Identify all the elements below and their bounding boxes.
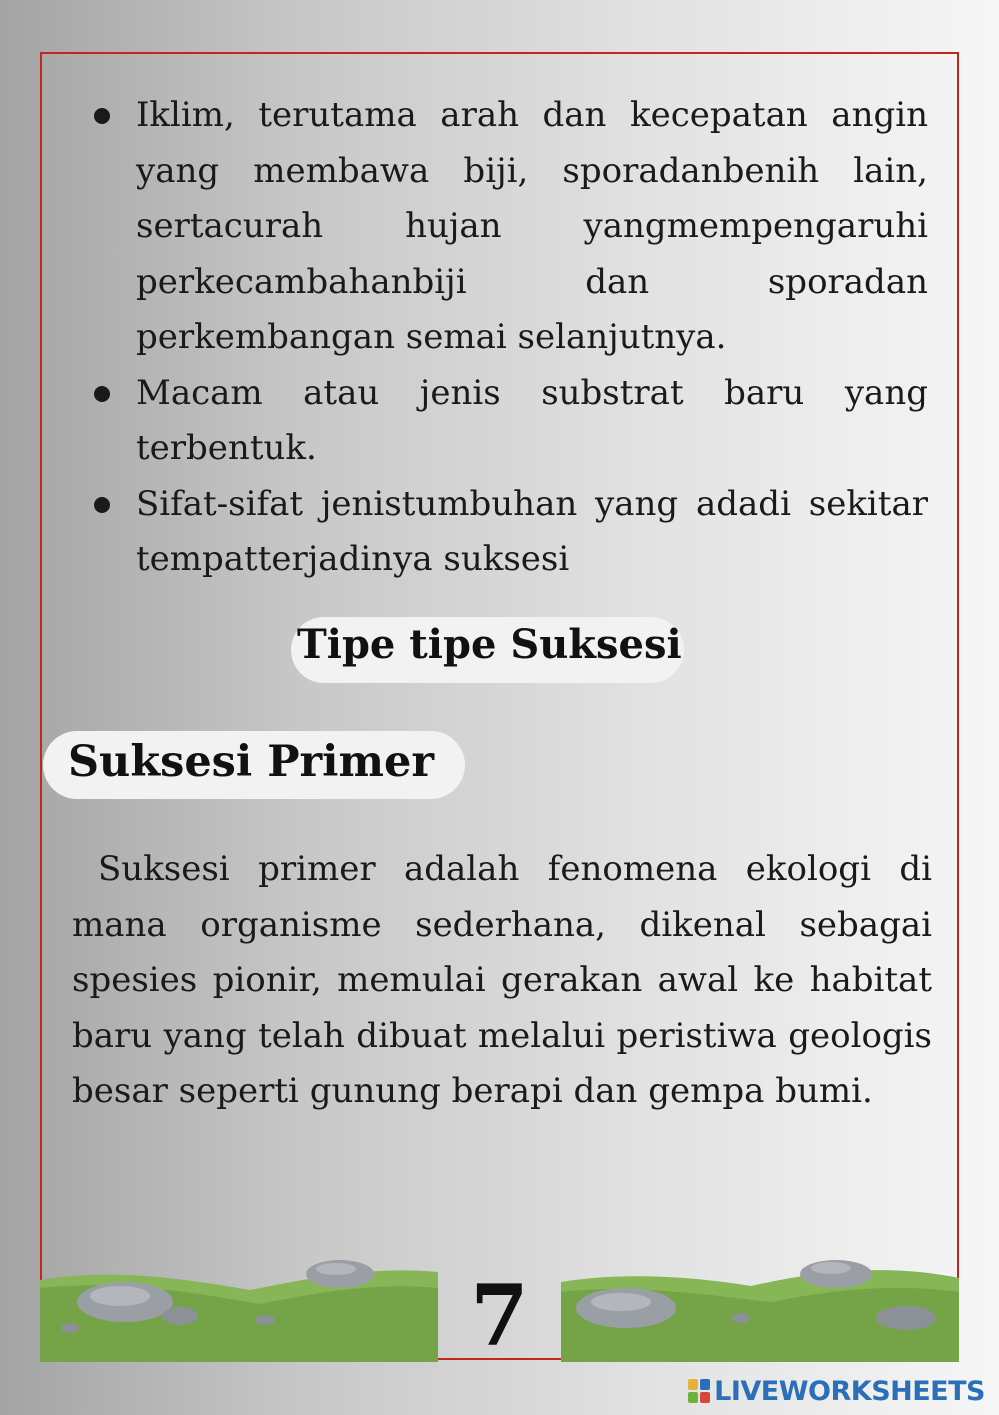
watermark-text: LIVEWORKSHEETS bbox=[714, 1375, 985, 1407]
liveworksheets-logo-icon bbox=[688, 1379, 710, 1403]
definition-paragraph: Suksesi primer adalah fenomena ekologi di mana organisme sederhana, dikenal sebagai spesies pionir, memulai gerakan awal ke habitat baru yang telah dibuat melalui peristiwa geologis besar seperti gunung berapi dan gempa bumi. bbox=[72, 849, 932, 1111]
factor-bullet-list bbox=[90, 88, 928, 588]
subsection-title: Suksesi Primer bbox=[43, 731, 465, 799]
bullet-dot-icon bbox=[94, 386, 110, 402]
hills-rocks-illustration bbox=[40, 1258, 438, 1362]
liveworksheets-watermark bbox=[688, 1376, 985, 1406]
hills-rocks-illustration bbox=[561, 1258, 959, 1362]
bullet-text: Macam atau jenis substrat baru yang terbentuk. bbox=[136, 372, 928, 468]
bullet-dot-icon bbox=[94, 108, 110, 124]
bullet-text: Iklim, terutama arah dan kecepatan angin yang membawa biji, sporadanbenih lain, sertacurah hujan yangmempengaruhi perkecambahanbiji dan sporadan perkembangan semai selanjutnya. bbox=[136, 95, 928, 357]
list-item bbox=[90, 88, 928, 366]
page-number: 7 bbox=[470, 1266, 529, 1365]
list-item bbox=[90, 477, 928, 588]
section-title: Tipe tipe Suksesi bbox=[291, 617, 684, 683]
bullet-text: Sifat-sifat jenistumbuhan yang adadi sekitar tempatterjadinya suksesi bbox=[136, 483, 928, 579]
bullet-dot-icon bbox=[94, 497, 110, 513]
list-item bbox=[90, 366, 928, 477]
